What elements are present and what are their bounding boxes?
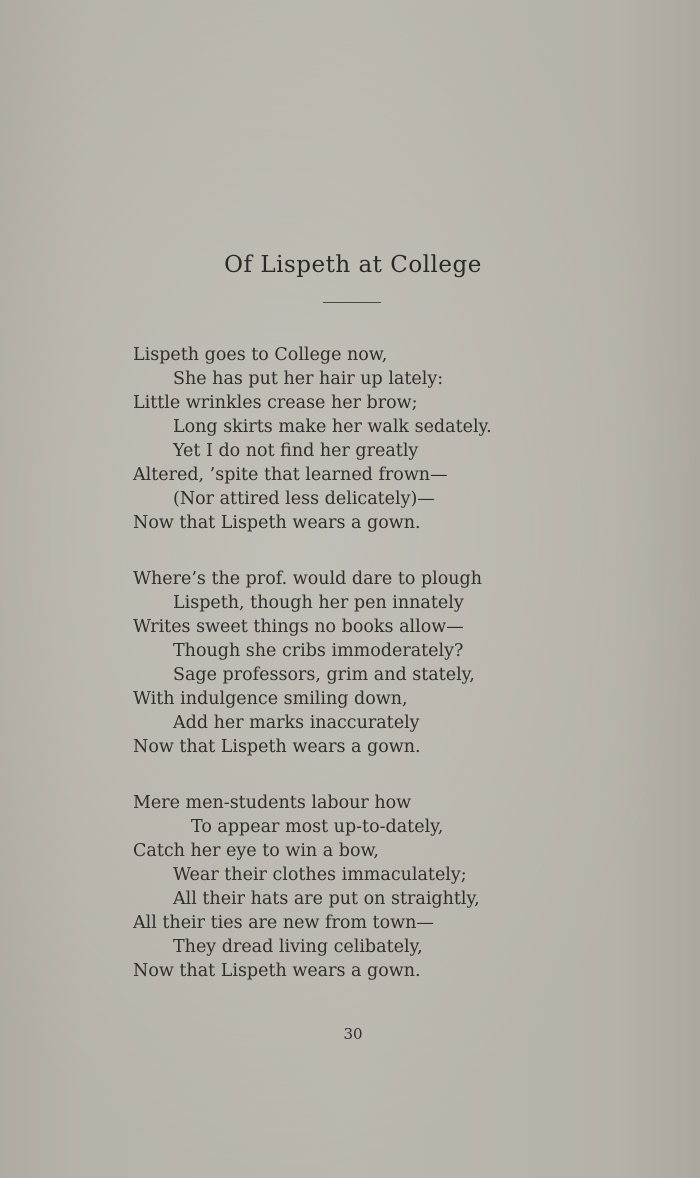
poem-line: Lispeth goes to College now, (133, 345, 388, 365)
poem-line: All their hats are put on straightly, (173, 889, 480, 909)
poem-line: With indulgence smiling down, (133, 689, 408, 709)
stanza (133, 343, 653, 535)
poem-line: They dread living celibately, (173, 937, 423, 957)
poem-line: Little wrinkles crease her brow; (133, 393, 418, 413)
poem-line: Though she cribs immoderately? (173, 641, 464, 661)
poem-line: All their ties are new from town— (133, 913, 434, 933)
poem-line: Long skirts make her walk sedately. (173, 417, 492, 437)
poem-line: Sage professors, grim and stately, (173, 665, 475, 685)
page-number: 30 (343, 1025, 363, 1043)
poem-line: Catch her eye to win a bow, (133, 841, 379, 861)
poem-line: Lispeth, though her pen innately (173, 593, 464, 613)
poem-line: To appear most up-to-dately, (191, 817, 444, 837)
poem-title: Of Lispeth at College (224, 252, 482, 278)
stanza (133, 567, 653, 759)
title-rule (323, 302, 381, 303)
poem-line: Wear their clothes immaculately; (173, 865, 467, 885)
poem-line: Where’s the prof. would dare to plough (133, 569, 483, 589)
poem-line: Now that Lispeth wears a gown. (133, 513, 421, 533)
poem-line: Add her marks inaccurately (173, 713, 420, 733)
poem-line: Now that Lispeth wears a gown. (133, 737, 421, 757)
poem-line: Mere men-students labour how (133, 793, 412, 813)
poem-line: Now that Lispeth wears a gown. (133, 961, 421, 981)
poem-line: (Nor attired less delicately)— (173, 489, 435, 509)
stanza (133, 791, 653, 983)
poem-line: Yet I do not find her greatly (173, 441, 419, 461)
poem-body (133, 343, 653, 1015)
poem-line: She has put her hair up lately: (173, 369, 444, 389)
poem-line: Altered, ’spite that learned frown— (133, 465, 448, 485)
poem-line: Writes sweet things no books allow— (133, 617, 464, 637)
